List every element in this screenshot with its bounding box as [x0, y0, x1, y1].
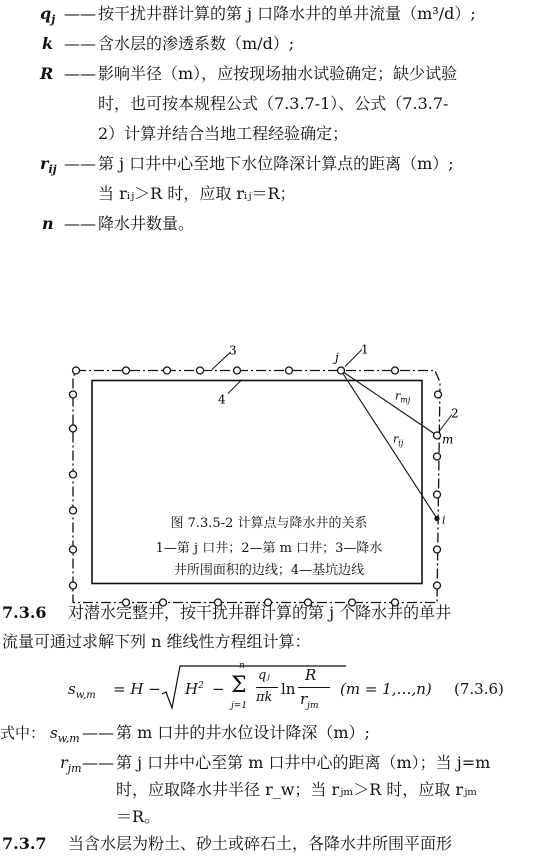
where-text: 第 m 口井的井水位设计降深（m）;	[116, 723, 370, 742]
well	[70, 425, 77, 432]
eq-minus: −	[212, 680, 225, 698]
symbol-n: n	[42, 214, 54, 233]
label-4: 4	[218, 392, 226, 407]
symbol-q: $q_j$	[40, 4, 56, 27]
definition-dash: ——	[64, 214, 96, 233]
well	[70, 391, 77, 398]
well	[73, 367, 80, 374]
well	[70, 471, 77, 478]
label-3: 3	[229, 343, 237, 358]
section-number-7-3-7: 7.3.7	[2, 834, 47, 853]
symbol-R: R	[40, 64, 54, 83]
eq-frac2-den: $r_{jm}$	[300, 690, 319, 711]
label-1: 1	[361, 342, 369, 357]
definition-text: 降水井数量。	[98, 214, 195, 233]
where-text: 第 j 口井中心至第 m 口井中心的距离（m）；当 j=m	[116, 753, 491, 772]
eq-frac1-bar	[256, 687, 278, 688]
well	[70, 507, 77, 514]
leader-line-1	[345, 350, 362, 367]
definition-text: 时，也可按本规程公式（7.3.7-1）、公式（7.3.7-	[98, 94, 449, 113]
definition-text: 2）计算并结合当地工程经验确定；	[98, 124, 349, 143]
well	[234, 367, 241, 374]
well	[434, 491, 441, 498]
section-7-3-7-line-1: 当含水层为粉土、砂土或碎石土，各降水井所围平面形	[68, 834, 453, 853]
eq-sum-sign: Σ	[231, 673, 247, 698]
eq-lhs: $s_{w,m}$	[68, 680, 96, 701]
well	[392, 367, 399, 374]
definition-dash: ——	[64, 154, 96, 173]
where-symbol-rjm: $r_{jm}$	[60, 753, 82, 776]
eq-frac2-num: R	[305, 666, 317, 684]
eq-range: (m = 1,…,n)	[340, 680, 432, 698]
well	[70, 582, 77, 589]
label-j: j	[335, 350, 339, 365]
well	[286, 367, 293, 374]
figure-caption-legend-1: 1—第 j 口井；2—第 m 口井；3—降水	[155, 541, 383, 556]
where-symbol-swm: $s_{w,m}$	[50, 724, 80, 745]
where-prefix: 式中：	[0, 724, 46, 742]
definition-dash: ——	[64, 64, 96, 83]
leader-line-4	[228, 380, 242, 394]
eq-frac2-bar	[298, 687, 330, 688]
well	[434, 453, 441, 460]
label-rmj: $r_{mj}$	[395, 389, 411, 405]
label-i: i	[442, 513, 446, 527]
where-text: ＝R。	[116, 807, 161, 826]
well-m	[434, 432, 441, 439]
equation-7-3-6	[0, 660, 538, 720]
definition-text: 第 j 口井中心至地下水位降深计算点的距离（m）;	[98, 154, 454, 173]
definition-text: 含水层的渗透系数（m/d）;	[98, 34, 295, 53]
definition-text: 按干扰井群计算的第 j 口降水井的单井流量（m³/d）;	[98, 4, 476, 23]
eq-frac1-den: πk	[256, 690, 273, 705]
definition-text: 当 rᵢⱼ＞R 时，应取 rᵢⱼ＝R；	[98, 184, 296, 203]
eq-ln: ln	[281, 680, 296, 698]
well-j	[338, 367, 345, 374]
well	[164, 367, 171, 374]
eq-frac1-num: qⱼ	[258, 668, 270, 683]
well	[435, 391, 442, 398]
well	[123, 367, 130, 374]
eq-H2: $H^2$	[185, 680, 204, 698]
section-7-3-6-line-1: 对潜水完整井，按干扰井群计算的第 j 个降水井的单井	[68, 603, 452, 622]
where-text: 时，应取降水井半径 r_w；当 rⱼₘ＞R 时，应取 rⱼₘ	[116, 780, 478, 799]
leader-line-3	[212, 353, 230, 370]
well	[197, 367, 204, 374]
definition-dash: ——	[82, 753, 114, 772]
definition-dash: ——	[64, 34, 96, 53]
symbol-k: k	[42, 34, 54, 53]
eq-part-1: = H −	[113, 680, 161, 698]
figure-caption-legend-2: 井所围面积的边线；4—基坑边线	[173, 563, 365, 578]
well	[434, 582, 441, 589]
section-number-7-3-6: 7.3.6	[2, 603, 47, 622]
label-rij: $r_{ij}$	[393, 432, 404, 448]
eq-sum-top: n	[239, 661, 245, 671]
definition-dash: ——	[82, 723, 114, 742]
eq-sum-bottom: j=1	[231, 701, 248, 711]
definition-dash: ——	[64, 4, 96, 23]
label-2: 2	[451, 406, 459, 421]
definition-text: 影响半径（m），应按现场抽水试验确定；缺少试验	[98, 64, 458, 83]
label-m: m	[442, 432, 454, 447]
symbol-rij: $r_{ij}$	[40, 154, 57, 177]
section-7-3-6-line-2: 流量可通过求解下列 n 维线性方程组计算：	[2, 632, 311, 651]
eq-number: (7.3.6)	[454, 680, 504, 698]
figure-caption-title: 图 7.3.5-2 计算点与降水井的关系	[170, 516, 368, 531]
